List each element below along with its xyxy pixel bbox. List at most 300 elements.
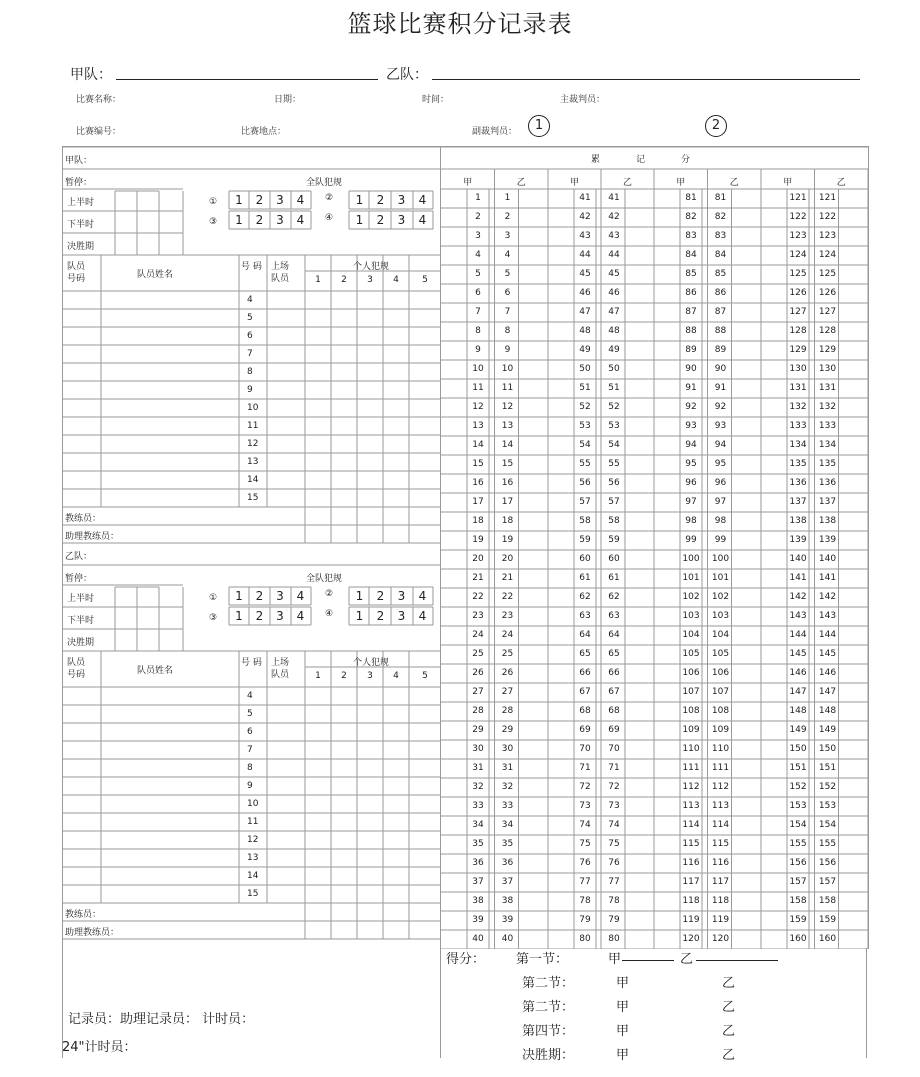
chief-referee-label: 主裁判员： <box>560 95 606 105</box>
score-b-65: 65 <box>608 649 620 659</box>
score-a-29: 29 <box>472 725 484 735</box>
team-roster-table <box>62 146 441 949</box>
score-a-63: 63 <box>579 611 591 621</box>
score-a-101: 101 <box>682 573 700 583</box>
score-a-122: 122 <box>789 212 807 222</box>
col-personal-fouls: 个人犯规 <box>353 658 390 668</box>
score-b-8: 8 <box>504 326 511 336</box>
score-a-136: 136 <box>789 478 807 488</box>
col-number: 号 码 <box>241 262 262 272</box>
col-starter-2: 队员 <box>271 274 290 284</box>
score-a-24: 24 <box>472 630 484 640</box>
col-player-no-2: 号码 <box>67 670 86 680</box>
team-label: 甲队： <box>65 156 93 166</box>
score-a-100: 100 <box>682 554 700 564</box>
score-a-39: 39 <box>472 915 484 925</box>
timeout-label: 暂停： <box>65 178 93 188</box>
score-a-147: 147 <box>789 687 807 697</box>
score-a-128: 128 <box>789 326 807 336</box>
score-a-4: 4 <box>475 250 481 260</box>
score-a-84: 84 <box>685 250 697 260</box>
score-a-16: 16 <box>472 478 484 488</box>
score-b-12: 12 <box>501 402 514 412</box>
score-a-64: 64 <box>579 630 591 640</box>
score-b-3: 3 <box>504 231 511 241</box>
score-b-136: 136 <box>818 478 837 488</box>
score-b-91: 91 <box>714 383 727 393</box>
player-number: 12 <box>247 835 259 845</box>
foul-box-4: 4 <box>418 609 427 623</box>
score-b-150: 150 <box>818 744 837 754</box>
score-a-22: 22 <box>472 592 484 602</box>
score-b-20: 20 <box>501 554 514 564</box>
score-a-106: 106 <box>682 668 700 678</box>
score-a-26: 26 <box>472 668 484 678</box>
score-b-88: 88 <box>714 326 727 336</box>
score-b-50: 50 <box>608 364 620 374</box>
score-a-138: 138 <box>789 516 807 526</box>
score-b-43: 43 <box>608 231 620 241</box>
foul-col-5: 5 <box>422 671 428 681</box>
foul-box-3: 3 <box>397 193 406 207</box>
foul-box-1: 1 <box>235 193 243 207</box>
score-b-106: 106 <box>711 668 730 678</box>
assistant-coach-label: 助理教练员： <box>65 532 120 542</box>
score-a-112: 112 <box>682 782 700 792</box>
score-a-80: 80 <box>579 934 591 944</box>
team-fouls-label: 全队犯规 <box>306 178 343 188</box>
period-label: 第一节： <box>516 952 569 967</box>
score-a-66: 66 <box>579 668 591 678</box>
period-label-second_half: 下半时 <box>67 220 95 230</box>
score-a-23: 23 <box>472 611 484 621</box>
score-a-73: 73 <box>579 801 591 811</box>
score-b-73: 73 <box>608 801 620 811</box>
quarter-q2: ② <box>325 589 334 599</box>
team-a-field[interactable] <box>116 64 378 80</box>
quarter-q4: ④ <box>325 609 334 619</box>
shot-clock-label: 24"计时员： <box>62 1040 137 1055</box>
score-b-129: 129 <box>818 345 837 355</box>
foul-box-3: 3 <box>397 213 406 227</box>
score-a-110: 110 <box>682 744 700 754</box>
score-a-57: 57 <box>579 497 591 507</box>
score-a-89: 89 <box>685 345 697 355</box>
score-a-134: 134 <box>789 440 807 450</box>
recorders-label: 记录员：助理记录员： 计时员： <box>68 1012 255 1027</box>
player-number: 15 <box>247 889 259 899</box>
score-a-2: 2 <box>475 212 481 222</box>
score-b-155: 155 <box>818 839 837 849</box>
period-team-b: 乙 <box>722 1000 736 1015</box>
score-a-88: 88 <box>685 326 697 336</box>
score-b-19: 19 <box>501 535 514 545</box>
score-b-96: 96 <box>714 478 727 488</box>
score-a-51: 51 <box>579 383 591 393</box>
quarter-q3: ③ <box>209 217 218 227</box>
quarter-q2: ② <box>325 193 334 203</box>
score-a-21: 21 <box>472 573 484 583</box>
score-b-29: 29 <box>501 725 514 735</box>
foul-box-2: 2 <box>376 193 385 207</box>
team-label: 乙队： <box>65 552 93 562</box>
period-label-overtime: 决胜期 <box>67 638 95 648</box>
score-b-32: 32 <box>501 782 514 792</box>
foul-box-4: 4 <box>296 589 305 603</box>
score-a-137: 137 <box>789 497 807 507</box>
player-number: 7 <box>247 349 253 359</box>
score-a-114: 114 <box>682 820 700 830</box>
score-a-99: 99 <box>685 535 697 545</box>
score-b-113: 113 <box>711 801 730 811</box>
score-b-108: 108 <box>711 706 730 716</box>
foul-box-2: 2 <box>255 213 264 227</box>
score-a-46: 46 <box>579 288 591 298</box>
col-player-no: 队员 <box>67 658 86 668</box>
score-a-107: 107 <box>682 687 700 697</box>
quarter-q1: ① <box>209 197 218 207</box>
foul-box-2: 2 <box>376 213 385 227</box>
score-b-126: 126 <box>818 288 837 298</box>
period-label: 第四节： <box>522 1024 575 1039</box>
score-a-9: 9 <box>475 345 481 355</box>
score-b-92: 92 <box>714 402 727 412</box>
score-a-159: 159 <box>789 915 807 925</box>
quarter-q3: ③ <box>209 613 218 623</box>
score-b-74: 74 <box>608 820 620 830</box>
score-a-91: 91 <box>685 383 697 393</box>
score-b-31: 31 <box>501 763 514 773</box>
score-b-79: 79 <box>608 915 620 925</box>
foul-col-4: 4 <box>393 671 399 681</box>
score-a-156: 156 <box>789 858 807 868</box>
foul-box-2: 2 <box>255 609 264 623</box>
score-b-84: 84 <box>714 250 727 260</box>
score-a-35: 35 <box>472 839 484 849</box>
score-a-130: 130 <box>789 364 807 374</box>
coach-label: 教练员： <box>65 514 102 524</box>
team-a-label: 甲队： <box>70 67 112 83</box>
first-period-a-field[interactable] <box>622 960 674 961</box>
score-a-27: 27 <box>472 687 484 697</box>
score-a-54: 54 <box>579 440 591 450</box>
score-b-17: 17 <box>501 497 514 507</box>
score-a-150: 150 <box>789 744 807 754</box>
score-b-21: 21 <box>501 573 514 583</box>
score-a-142: 142 <box>789 592 807 602</box>
score-b-137: 137 <box>818 497 837 507</box>
score-b-115: 115 <box>711 839 730 849</box>
score-a-158: 158 <box>789 896 807 906</box>
col-number: 号 码 <box>241 658 262 668</box>
score-a-75: 75 <box>579 839 591 849</box>
score-a-47: 47 <box>579 307 591 317</box>
score-a-78: 78 <box>579 896 591 906</box>
score-a-139: 139 <box>789 535 807 545</box>
score-b-28: 28 <box>501 706 514 716</box>
score-b-100: 100 <box>711 554 730 564</box>
foul-col-5: 5 <box>422 275 428 285</box>
score-a-58: 58 <box>579 516 591 526</box>
period-team-b: 乙 <box>680 952 694 967</box>
score-a-155: 155 <box>789 839 807 849</box>
score-b-56: 56 <box>608 478 620 488</box>
score-b-33: 33 <box>501 801 514 811</box>
score-a-160: 160 <box>789 934 807 944</box>
foul-box-1: 1 <box>355 213 364 227</box>
score-b-53: 53 <box>608 421 620 431</box>
score-a-34: 34 <box>472 820 484 830</box>
score-a-120: 120 <box>682 934 700 944</box>
period-team-a: 甲 <box>616 976 630 991</box>
foul-box-3: 3 <box>397 609 406 623</box>
score-b-135: 135 <box>818 459 837 469</box>
score-b-154: 154 <box>818 820 837 830</box>
score-b-15: 15 <box>501 459 514 469</box>
score-b-82: 82 <box>714 212 727 222</box>
score-b-48: 48 <box>608 326 620 336</box>
timeout-label: 暂停： <box>65 574 93 584</box>
player-number: 8 <box>247 367 253 377</box>
team-b-col-1: 乙 <box>622 178 632 188</box>
score-a-55: 55 <box>579 459 591 469</box>
player-number: 11 <box>247 421 259 431</box>
score-b-66: 66 <box>608 668 620 678</box>
period-team-a: 甲 <box>608 952 622 967</box>
score-a-42: 42 <box>579 212 591 222</box>
quarter-q1: ① <box>209 593 218 603</box>
score-b-148: 148 <box>818 706 837 716</box>
score-b-11: 11 <box>501 383 514 393</box>
col-starter-2: 队员 <box>271 670 290 680</box>
score-b-2: 2 <box>504 212 511 222</box>
score-b-49: 49 <box>608 345 620 355</box>
score-b-111: 111 <box>711 763 730 773</box>
score-a-68: 68 <box>579 706 591 716</box>
score-b-87: 87 <box>714 307 727 317</box>
score-b-13: 13 <box>501 421 514 431</box>
score-a-14: 14 <box>472 440 484 450</box>
score-a-11: 11 <box>472 383 484 393</box>
score-b-55: 55 <box>608 459 620 469</box>
score-b-114: 114 <box>711 820 730 830</box>
player-number: 7 <box>247 745 253 755</box>
team-b-col-3: 乙 <box>836 178 846 188</box>
score-b-52: 52 <box>608 402 620 412</box>
score-a-30: 30 <box>472 744 484 754</box>
score-b-25: 25 <box>501 649 514 659</box>
foul-box-2: 2 <box>255 193 264 207</box>
score-b-81: 81 <box>714 193 727 203</box>
foul-box-4: 4 <box>296 609 305 623</box>
score-a-12: 12 <box>472 402 484 412</box>
team-b-col-2: 乙 <box>729 178 739 188</box>
period-label-overtime: 决胜期 <box>67 242 95 252</box>
score-a-81: 81 <box>685 193 697 203</box>
score-b-127: 127 <box>818 307 837 317</box>
quarter-q4: ④ <box>325 213 334 223</box>
team-b-label: 乙队： <box>386 67 428 83</box>
score-a-56: 56 <box>579 478 591 488</box>
score-a-97: 97 <box>685 497 697 507</box>
score-b-7: 7 <box>504 307 511 317</box>
score-a-61: 61 <box>579 573 591 583</box>
score-b-34: 34 <box>501 820 514 830</box>
period-label: 第二节： <box>522 1000 575 1015</box>
score-a-87: 87 <box>685 307 697 317</box>
score-b-69: 69 <box>608 725 620 735</box>
score-b-145: 145 <box>818 649 837 659</box>
score-b-72: 72 <box>608 782 620 792</box>
score-b-119: 119 <box>711 915 730 925</box>
score-a-90: 90 <box>685 364 697 374</box>
score-b-83: 83 <box>714 231 727 241</box>
foul-col-2: 2 <box>341 671 347 681</box>
score-b-147: 147 <box>818 687 837 697</box>
score-b-124: 124 <box>818 250 837 260</box>
score-a-31: 31 <box>472 763 484 773</box>
score-b-140: 140 <box>818 554 837 564</box>
score-a-74: 74 <box>579 820 591 830</box>
col-player-no-2: 号码 <box>67 274 86 284</box>
foul-box-1: 1 <box>355 609 364 623</box>
foul-col-1: 1 <box>315 275 321 285</box>
score-b-80: 80 <box>608 934 620 944</box>
score-b-116: 116 <box>711 858 730 868</box>
score-a-126: 126 <box>789 288 807 298</box>
score-b-149: 149 <box>818 725 837 735</box>
foul-box-1: 1 <box>235 213 243 227</box>
score-b-89: 89 <box>714 345 727 355</box>
score-b-47: 47 <box>608 307 620 317</box>
score-b-14: 14 <box>501 440 514 450</box>
period-label-first_half: 上半时 <box>67 198 95 208</box>
score-b-42: 42 <box>608 212 620 222</box>
score-a-104: 104 <box>682 630 700 640</box>
score-a-127: 127 <box>789 307 807 317</box>
score-a-49: 49 <box>579 345 591 355</box>
score-a-124: 124 <box>789 250 807 260</box>
score-b-117: 117 <box>711 877 730 887</box>
team-a-col-3: 甲 <box>783 178 793 188</box>
period-team-a: 甲 <box>616 1048 630 1063</box>
foul-col-3: 3 <box>367 671 373 681</box>
score-a-153: 153 <box>789 801 807 811</box>
score-a-19: 19 <box>472 535 484 545</box>
player-number: 14 <box>247 475 259 485</box>
score-b-125: 125 <box>818 269 837 279</box>
score-b-146: 146 <box>818 668 837 678</box>
foul-col-2: 2 <box>341 275 347 285</box>
score-a-3: 3 <box>475 231 481 241</box>
score-a-109: 109 <box>682 725 700 735</box>
score-b-57: 57 <box>608 497 620 507</box>
score-b-142: 142 <box>818 592 837 602</box>
score-b-134: 134 <box>818 440 837 450</box>
player-number: 15 <box>247 493 259 503</box>
score-a-115: 115 <box>682 839 700 849</box>
score-a-111: 111 <box>682 763 700 773</box>
score-a-71: 71 <box>579 763 591 773</box>
score-a-43: 43 <box>579 231 591 241</box>
date-label: 日期： <box>274 95 302 105</box>
score-b-153: 153 <box>818 801 837 811</box>
score-a-40: 40 <box>472 934 484 944</box>
score-b-64: 64 <box>608 630 620 640</box>
score-b-94: 94 <box>714 440 727 450</box>
score-b-85: 85 <box>714 269 727 279</box>
score-a-141: 141 <box>789 573 807 583</box>
score-a-93: 93 <box>685 421 697 431</box>
running-score-header: 累 记 分 <box>591 155 691 165</box>
score-a-77: 77 <box>579 877 591 887</box>
foul-box-1: 1 <box>355 589 364 603</box>
score-a-129: 129 <box>789 345 807 355</box>
score-b-138: 138 <box>818 516 837 526</box>
score-b-98: 98 <box>714 516 727 526</box>
score-a-103: 103 <box>682 611 700 621</box>
score-a-105: 105 <box>682 649 700 659</box>
score-a-52: 52 <box>579 402 591 412</box>
period-team-a: 甲 <box>616 1024 630 1039</box>
score-a-123: 123 <box>789 231 807 241</box>
score-a-135: 135 <box>789 459 807 469</box>
score-b-121: 121 <box>818 193 837 203</box>
score-b-37: 37 <box>501 877 514 887</box>
score-a-86: 86 <box>685 288 697 298</box>
first-period-b-field[interactable] <box>696 960 778 961</box>
col-starter: 上场 <box>271 658 290 668</box>
foul-box-1: 1 <box>235 589 243 603</box>
score-b-36: 36 <box>501 858 514 868</box>
score-b-71: 71 <box>608 763 620 773</box>
score-b-156: 156 <box>818 858 837 868</box>
time-label: 时间： <box>422 95 450 105</box>
score-b-18: 18 <box>501 516 514 526</box>
score-a-144: 144 <box>789 630 807 640</box>
score-b-77: 77 <box>608 877 620 887</box>
team-b-field[interactable] <box>432 64 860 80</box>
score-b-45: 45 <box>608 269 620 279</box>
score-b-128: 128 <box>818 326 837 336</box>
score-b-40: 40 <box>501 934 514 944</box>
score-b-27: 27 <box>501 687 514 697</box>
player-number: 8 <box>247 763 253 773</box>
score-b-46: 46 <box>608 288 620 298</box>
score-b-75: 75 <box>608 839 620 849</box>
score-label: 得分： <box>446 952 486 967</box>
score-a-1: 1 <box>475 193 481 203</box>
score-b-144: 144 <box>818 630 837 640</box>
score-a-125: 125 <box>789 269 807 279</box>
score-a-20: 20 <box>472 554 484 564</box>
footer-left-border <box>62 948 63 1058</box>
score-a-157: 157 <box>789 877 807 887</box>
period-team-b: 乙 <box>722 976 736 991</box>
score-a-28: 28 <box>472 706 484 716</box>
score-b-76: 76 <box>608 858 620 868</box>
score-a-18: 18 <box>472 516 484 526</box>
score-a-32: 32 <box>472 782 484 792</box>
score-a-7: 7 <box>475 307 481 317</box>
score-b-151: 151 <box>818 763 837 773</box>
score-a-8: 8 <box>475 326 481 336</box>
score-b-152: 152 <box>818 782 837 792</box>
score-a-148: 148 <box>789 706 807 716</box>
score-a-92: 92 <box>685 402 697 412</box>
score-b-104: 104 <box>711 630 730 640</box>
score-b-160: 160 <box>818 934 837 944</box>
